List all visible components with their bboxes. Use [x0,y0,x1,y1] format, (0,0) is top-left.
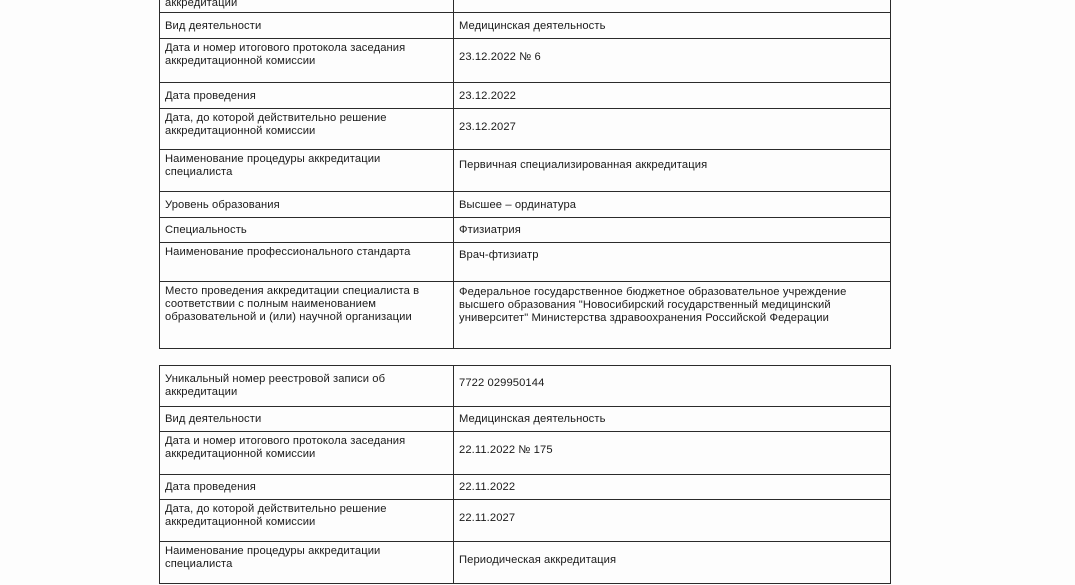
table-row [160,218,891,243]
row-value-text: Первичная специализированная аккредитация [459,159,708,171]
row-label-text: Уникальный номер реестровой записи об аккредитации [165,373,386,398]
row-value [454,366,891,407]
row-value [454,13,891,39]
row-value [454,542,891,584]
table-row [160,475,891,500]
table-row [160,282,891,349]
row-value [454,39,891,83]
row-label-text: Дата, до которой действительно решение аккредитационной комиссии [165,503,387,528]
row-value-text: Периодическая аккредитация [459,554,617,566]
row-label [160,83,454,109]
row-value [454,282,891,349]
row-label-text: Специальность [165,224,247,236]
row-label-text: Дата проведения [165,481,256,493]
table-row [160,366,891,407]
row-label [160,109,454,150]
row-value-text: 22.11.2022 [459,481,516,493]
table-row [160,13,891,39]
row-value [454,0,891,13]
row-value [454,475,891,500]
row-value-text: Врач-фтизиатр [459,249,539,261]
row-label-text: Вид деятельности [165,413,262,425]
row-label-text: Вид деятельности [165,19,262,32]
row-value [454,83,891,109]
row-label [160,500,454,542]
table-row [160,432,891,475]
table-row [160,192,891,218]
row-value-text: Медицинская деятельность [459,19,606,32]
row-label [160,475,454,500]
row-value [454,150,891,192]
row-label-text: Наименование процедуры аккредитации специалиста [165,153,381,178]
table-row [160,150,891,192]
row-label [160,282,454,349]
row-label [160,0,454,13]
row-label [160,542,454,584]
row-label [160,13,454,39]
row-label-text: аккредитации [165,0,238,9]
row-value-text: 23.12.2022 № 6 [459,51,541,63]
row-value-text: Фтизиатрия [459,224,521,236]
row-label-text: Уровень образования [165,198,280,211]
row-label-text: Наименование процедуры аккредитации специалиста [165,545,381,570]
row-label-text: Дата и номер итогового протокола заседания аккредитационной комиссии [165,42,406,67]
table-row [160,0,891,13]
accreditation-table-2 [159,365,891,584]
row-value-text: 22.11.2022 № 175 [459,444,553,456]
row-value-text: 23.12.2022 [459,89,516,102]
row-value [454,192,891,218]
row-label-text: Дата и номер итогового протокола заседания аккредитационной комиссии [165,435,406,460]
table-row [160,500,891,542]
row-label-text: Дата проведения [165,89,256,102]
row-value [454,432,891,475]
table-row [160,542,891,584]
table-row [160,243,891,282]
table-row [160,39,891,83]
row-value [454,407,891,432]
row-label [160,39,454,83]
row-value-text: 7722 029950144 [459,377,545,389]
table-row [160,407,891,432]
row-value-text: 22.11.2027 [459,512,516,524]
row-label-text: Дата, до которой действительно решение аккредитационной комиссии [165,112,387,137]
row-label-text: Наименование профессионального стандарта [165,246,411,258]
row-value [454,243,891,282]
row-value [454,109,891,150]
accreditation-table-1 [159,0,891,349]
row-label [160,243,454,282]
row-label [160,192,454,218]
row-value-text: Высшее – ординатура [459,198,577,211]
row-value [454,500,891,542]
table-row [160,83,891,109]
row-value-text: Федеральное государственное бюджетное образовательное учреждение высшего образования "Новосибирский государственный медицинский университет" Министерства здравоохранения Российской Федерации [459,286,847,324]
row-value-text: Медицинская деятельность [459,413,606,425]
row-value-text: 23.12.2027 [459,121,516,133]
row-label [160,218,454,243]
row-label-text: Место проведения аккредитации специалиста в соответствии с полным наименованием образовательной и (или) научной организации [165,285,420,323]
row-label [160,366,454,407]
row-label [160,150,454,192]
table-row [160,109,891,150]
row-label [160,432,454,475]
row-label [160,407,454,432]
row-value [454,218,891,243]
